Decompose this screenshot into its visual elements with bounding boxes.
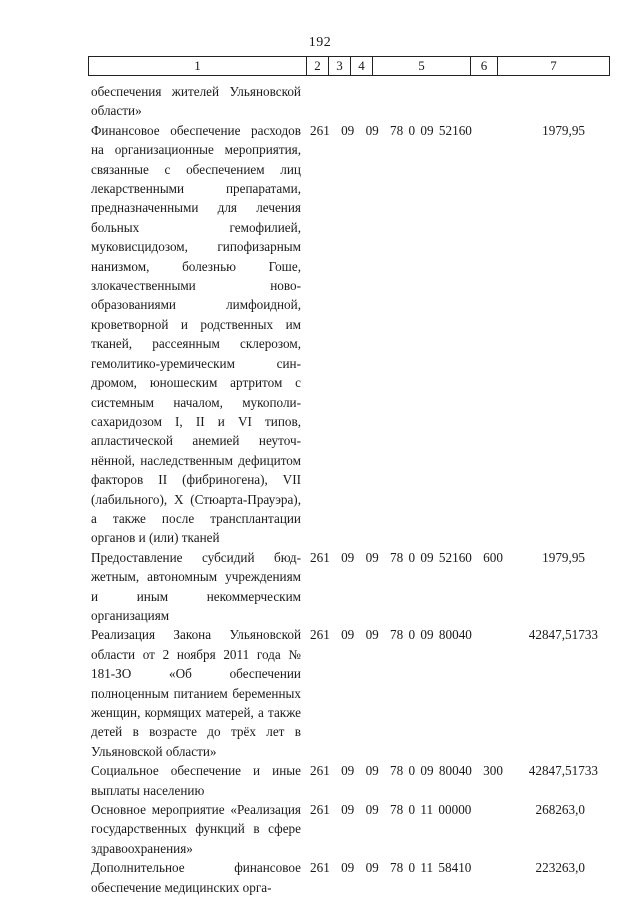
row-codes [310,761,509,780]
row-codes [310,121,484,140]
row-description: Предоставление субсидий бюджетным, автономным учреждениям и иным некоммерческим организациям [91,549,301,623]
header-col-1: 1 [89,57,307,75]
header-col-3: 3 [329,57,351,75]
row-amount: 223263,0 [535,860,585,876]
subsection-code: 09 [365,860,379,876]
header-col-6: 6 [471,57,498,75]
grbs-code: 261 [310,627,330,643]
grbs-code: 261 [310,802,330,818]
row-description: Дополнительное финансовое обеспечение медицинских орга- [91,860,301,895]
grbs-code: 261 [310,122,330,138]
page-number: 192 [308,35,332,50]
table-body [0,82,640,897]
header-col-2: 2 [307,57,329,75]
table-row [0,858,640,897]
subsection-code: 09 [365,802,379,818]
row-amount: 1979,95 [542,122,585,138]
header-col-7: 7 [550,58,557,73]
target-article-code: 78 0 09 80040 [390,627,472,643]
target-article-code: 78 0 11 58410 [390,860,472,876]
row-amount: 1979,95 [542,549,585,565]
table-row [0,761,640,800]
table-header [88,56,610,76]
expense-type-code: 300 [483,763,503,779]
grbs-code: 261 [310,763,330,779]
subsection-code: 09 [365,763,379,779]
subsection-code: 09 [365,627,379,643]
row-description: Реализация Закона Ульяновской области от 2 ноября 2011 года № 181-ЗО «Об обеспечении полноценным питанием беременных женщин, кормящих матерей, а также детей в возрасте до трёх лет в Ульяновской области» [91,627,301,759]
header-col-5: 5 [373,57,471,75]
target-article-code: 78 0 11 00000 [390,802,472,818]
row-description: Основное мероприятие «Реализация государственных функций в сфере здравоохранения» [91,802,301,856]
target-article-code: 78 0 09 52160 [390,122,472,138]
section-code: 09 [341,802,355,818]
grbs-code: 261 [310,860,330,876]
subsection-code: 09 [365,549,379,565]
table-row [0,548,640,626]
table-row [0,800,640,858]
section-code: 09 [341,627,355,643]
row-amount: 42847,51733 [528,627,598,643]
row-description: Финансовое обеспечение расходов на организационные мероприятия, связанные с обеспечением лиц лекарственными препаратами, предназначенными для лечения больных гемофилией, муковисцидозом, гипофизарным нанизмом, болезнью Гоше, злокачественными новообразованиями лимфоидной, кроветворной и родственных им тканей, рассеянным склерозом, гемолитико-уремическим синдромом, юношеским артритом с системным началом, мукополисахаридозом I, II и VI типов, апластической анемией неуточнённой, наследственным дефицитом факторов II (фибриногена), VII (лабильного), X (Стюарта-Прауэра), а также после трансплантации органов и (или) тканей [91,122,301,546]
table-row [0,625,640,761]
section-code: 09 [341,122,355,138]
section-code: 09 [341,860,355,876]
header-col-4: 4 [351,57,373,75]
section-code: 09 [341,549,355,565]
subsection-code: 09 [365,122,379,138]
expense-type-code: 600 [483,549,503,565]
row-description: Социальное обеспечение и иные выплаты населению [91,763,301,798]
target-article-code: 78 0 09 52160 [390,549,472,565]
target-article-code: 78 0 09 80040 [390,763,472,779]
row-amount: 268263,0 [535,802,585,818]
row-amount: 42847,51733 [528,763,598,779]
row-description: обеспечения жителей Ульяновской области» [91,84,301,119]
section-code: 09 [341,763,355,779]
row-codes [310,858,483,877]
table-row [0,82,640,121]
table-row [0,121,640,548]
row-codes [310,625,484,644]
grbs-code: 261 [310,549,330,565]
row-codes [310,800,483,819]
row-codes [310,548,509,567]
